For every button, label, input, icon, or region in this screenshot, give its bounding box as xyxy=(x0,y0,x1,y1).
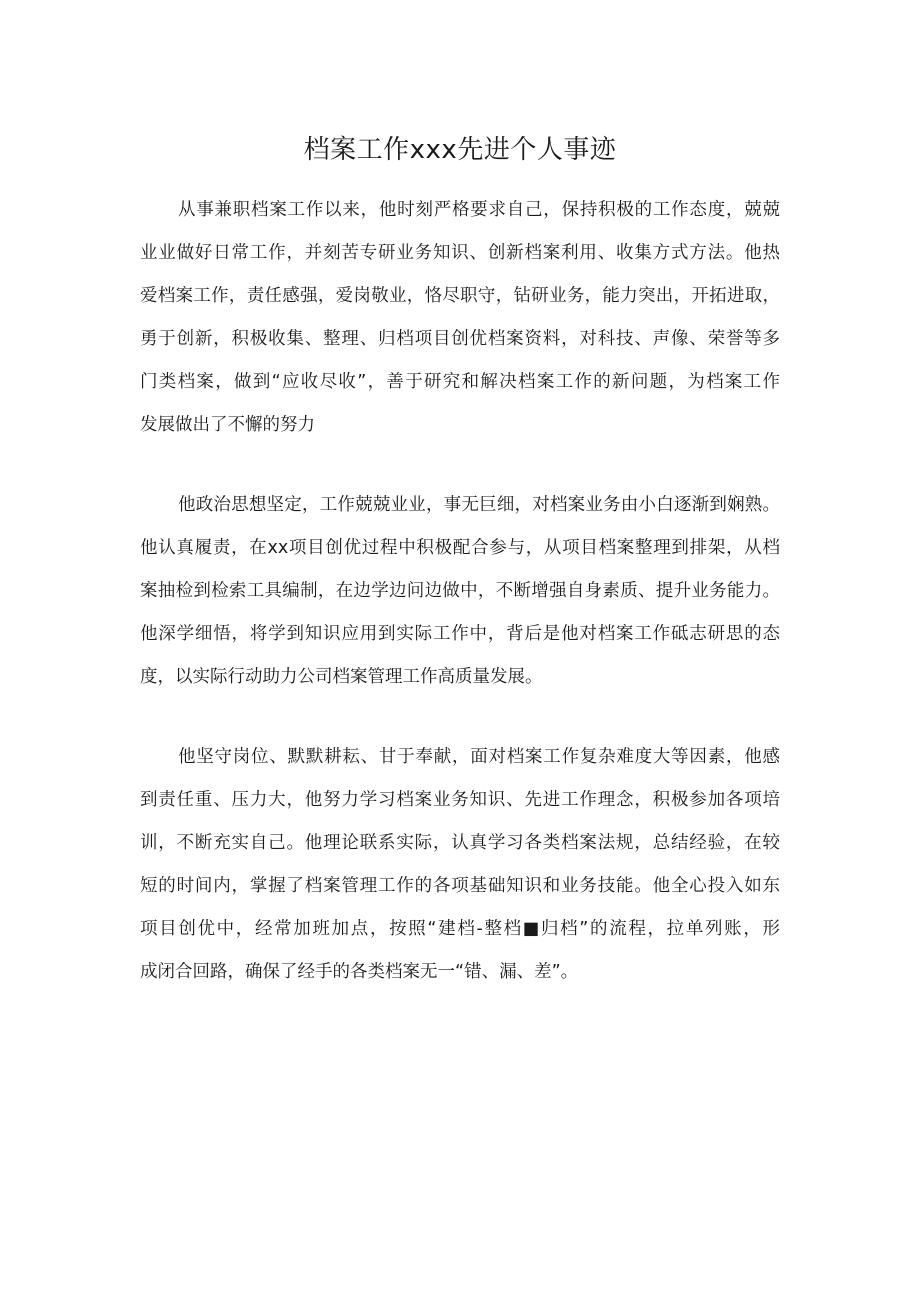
paragraph-line: 他深学细悟，将学到知识应用到实际工作中，背后是他对档案工作砥志研思的态 xyxy=(140,624,780,644)
paragraph-line: 从事兼职档案工作以来，他时刻严格要求自己，保持积极的工作态度，兢兢 xyxy=(178,200,780,220)
paragraph-line: 到责任重、压力大，他努力学习档案业务知识、先进工作理念，积极参加各项培 xyxy=(140,790,780,810)
paragraph-line: 业业做好日常工作，并刻苦专研业务知识、创新档案利用、收集方式方法。他热 xyxy=(140,243,780,263)
paragraph-1 xyxy=(140,189,780,447)
document-title: 档案工作xxx先进个人事迹 xyxy=(303,135,617,165)
paragraph-line: 爱档案工作，责任感强，爱岗敬业，恪尽职守，钻研业务，能力突出，开拓进取， xyxy=(140,286,780,306)
paragraph-line: 勇于创新，积极收集、整理、归档项目创优档案资料，对科技、声像、荣誉等多 xyxy=(140,329,780,349)
paragraph-line: 他认真履责，在xx项目创优过程中积极配合参与，从项目档案整理到排架，从档 xyxy=(140,538,780,558)
paragraph-line: 发展做出了不懈的努力 xyxy=(140,415,315,435)
paragraph-line: 门类档案，做到“应收尽收”，善于研究和解决档案工作的新问题，为档案工作 xyxy=(140,372,780,392)
paragraph-line: 项目创优中，经常加班加点，按照“建档-整档■归档”的流程，拉单列账，形 xyxy=(140,919,780,939)
paragraph-line: 他政治思想坚定，工作兢兢业业，事无巨细，对档案业务由小白逐渐到娴熟。 xyxy=(178,495,780,515)
paragraph-3 xyxy=(140,736,780,994)
paragraph-line: 训，不断充实自己。他理论联系实际，认真学习各类档案法规，总结经验，在较 xyxy=(140,833,780,853)
paragraph-line: 案抽检到检索工具编制，在边学边问边做中，不断增强自身素质、提升业务能力。 xyxy=(140,581,780,601)
paragraph-line: 成闭合回路，确保了经手的各类档案无一“错、漏、差”。 xyxy=(140,962,579,982)
paragraph-line: 度，以实际行动助力公司档案管理工作高质量发展。 xyxy=(140,667,543,687)
paragraph-2 xyxy=(140,484,780,699)
paragraph-line: 他坚守岗位、默默耕耘、甘于奉献，面对档案工作复杂难度大等因素，他感 xyxy=(178,747,780,767)
paragraph-line: 短的时间内，掌握了档案管理工作的各项基础知识和业务技能。他全心投入如东 xyxy=(140,876,780,896)
